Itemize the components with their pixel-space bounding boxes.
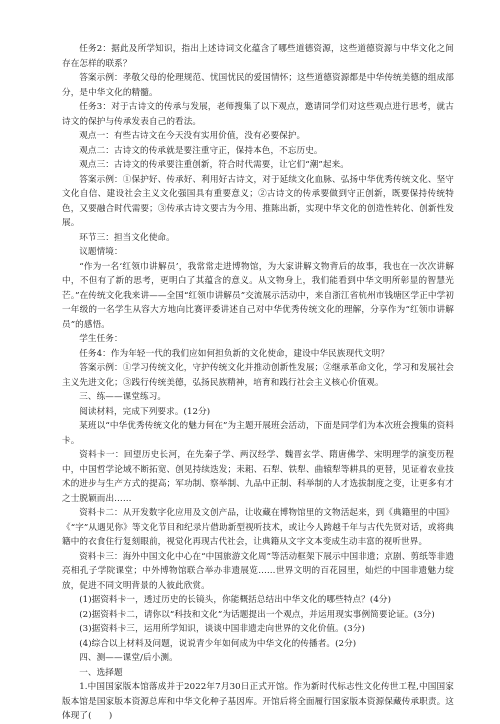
paragraph-0: 任务2：据此及所学知识，指出上述诗词文化蕴含了哪些道德资源，这些道德资源与中华文化之间存在怎样的联系？ <box>62 44 454 69</box>
paragraph-11: 任务4：作为年轻一代的我们应如何担负新的文化使命，建设中华民族现代文明？ <box>79 348 390 359</box>
paragraph-17: 资料卡二：从开发数字化应用及文创产品，让收藏在博物馆里的文物活起来，到《典籍里的中国》《“字”从遇见你》等文化节目和纪录片借助新型视听技术，或让今人跨越千年与古代先贤对话，或将典籍中的衣食住行复刻眼前，视觉化再现古代社会，让典籍从文字文本变成生动丰富的视听世界。 <box>62 508 454 547</box>
paragraph-18: 资料卡三：海外中国文化中心在“中国旅游文化周”等活动框架下展示中国非遗；京剧、剪纸等非遗亮相孔子学院课堂；中外博物馆联合举办非遗展览……世界文明的百花园里，灿烂的中国非遗魅力绽放，促进不同文明背景的人彼此欣赏。 <box>62 551 454 591</box>
paragraph-6: 答案示例：①保护好、传承好、利用好古诗文，对于延续文化血脉、弘扬中华优秀传统文化、坚守文化自信、建设社会主义文化强国具有重要意义；②古诗文的传承要做到守正创新，既要保持传统特色，又要融合时代需要；③传承古诗文要古为今用、推陈出新，实现中华文化的创造性转化、创新性发展。 <box>62 174 454 228</box>
paragraph-10: 学生任务： <box>79 334 123 344</box>
paragraph-23: 四、测——课堂/后小测。 <box>79 653 178 663</box>
paragraph-25: 1.中国国家版本馆落成并于2022年7月30日正式开馆。作为新时代标志性文化传世工程,中国国家版本馆是国家版本资源总库和中华文化种子基因库。开馆后将全面履行国家版本资源保藏传承职责。这体现了( ) <box>62 682 454 721</box>
paragraph-12: 答案示例：①学习传统文化，守护传统文化并推动创新性发展；②继承革命文化，学习和发展社会主义先进文化；③践行传统美德，弘扬民族精神，培育和践行社会主义核心价值观。 <box>62 363 454 388</box>
paragraph-3: 观点一：有些古诗文在今天没有实用价值，没有必要保护。 <box>79 131 306 141</box>
paragraph-13: 三、练——课堂练习。 <box>79 392 167 402</box>
paragraph-21: (3)据资料卡三，运用所学知识，谈谈中国非遗走向世界的文化价值。(3分) <box>79 624 365 634</box>
paragraph-2: 任务3：对于古诗文的传承与发展，老师搜集了以下观点，邀请同学们对这些观点进行思考，就古诗文的保护与传承发表自己的看法。 <box>62 102 454 127</box>
paragraph-14: 阅读材料，完成下列要求。(12分) <box>79 406 211 417</box>
paragraph-20: (2)据资料卡二，请你以“科技和文化”为话题提出一个观点，并运用现实事例简要论证。(3分) <box>79 609 435 620</box>
paragraph-4: 观点二：古诗文的传承就是要注重守正，保持本色，不忘历史。 <box>79 145 323 156</box>
paragraph-16: 资料卡一：回望历史长河，在先秦子学、两汉经学、魏晋玄学、隋唐佛学、宋明理学的演变历程中，中国哲学论域不断拓宽、创见持续迭发；耒耜、石犁、铁犁、曲辕犁等耕具的更替，见证着农业技术的进步与生产方式的提高；军功制、察举制、九品中正制、科举制的人才选拔制度之变，让更多有才之士脱颖而出…… <box>62 450 454 504</box>
paragraph-22: (4)综合以上材料及问题，说说青少年如何成为中华文化的传播者。(2分) <box>79 638 357 649</box>
document-body <box>62 42 454 724</box>
paragraph-24: 一、选择题 <box>79 667 123 678</box>
paragraph-5: 观点三：古诗文的传承要注重创新，符合时代需要，让它们“潮”起来。 <box>79 160 349 170</box>
paragraph-8: 议题情境： <box>79 247 123 257</box>
paragraph-15: 某班以“中华优秀传统文化的魅力何在”为主题开展班会活动，下面是同学们为本次班会搜集的资料卡。 <box>62 421 454 446</box>
paragraph-1: 答案示例：孝敬父母的伦理规范、忧国忧民的爱国情怀；这些道德资源都是中华传统美德的组成部分，是中华文化的精髓。 <box>62 73 454 98</box>
paragraph-7: 环节三：担当文化使命。 <box>79 232 175 243</box>
paragraph-9: “作为一名‘红领巾讲解员’，我常常走进博物馆，为大家讲解文物背后的故事，我也在一次次讲解中，不但有了新的思考，更明白了其蕴含的意义。从文物身上，我们能看到中华文明所彰显的智慧光芒。”在传统文化我来讲——全国“红领巾讲解员”交流展示活动中，来自浙江省杭州市钱塘区学正中学初一年级的一名学生从容大方地向比赛评委讲述自己对中华优秀传统文化的理解，分享作为“红领巾讲解员”的感悟。 <box>62 261 454 330</box>
paragraph-19: (1)据资料卡一，透过历史的长镜头，你能概括总结出中华文化的哪些特点？(4分) <box>79 595 392 605</box>
